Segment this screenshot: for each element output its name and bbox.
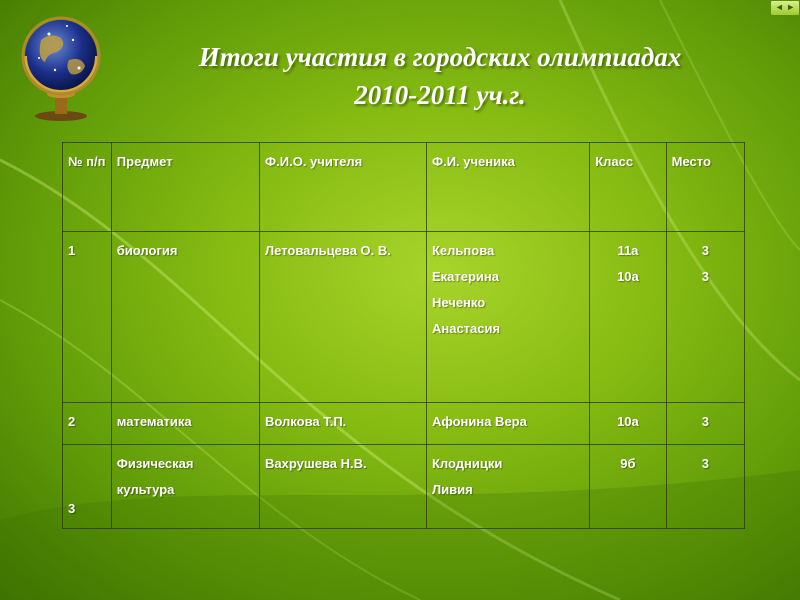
student-line: Екатерина: [431, 269, 500, 284]
place-line: 3: [701, 243, 709, 258]
student-line: Кельпова: [431, 243, 495, 258]
cell-place: 3: [666, 403, 744, 445]
header-student: Ф.И. ученика: [426, 143, 589, 232]
cell-class: 10а: [590, 403, 666, 445]
cell-subject: математика: [111, 403, 259, 445]
table-row: [63, 403, 745, 445]
globe-icon: [15, 10, 107, 122]
cell-student: [426, 232, 589, 403]
header-place: Место: [666, 143, 744, 232]
student-line: Ливия: [431, 482, 473, 497]
slide-nav-button[interactable]: ◄ ►: [770, 0, 800, 16]
table-header-row: [63, 143, 745, 232]
student-line: Неченко: [431, 295, 486, 310]
cell-class: [590, 232, 666, 403]
title-line-1: Итоги участия в городских олимпиадах: [198, 42, 682, 72]
table-row: [63, 445, 745, 529]
header-subject: Предмет: [111, 143, 259, 232]
title-line-2: 2010-2011 уч.г.: [354, 80, 526, 110]
cell-num: 2: [63, 403, 112, 445]
cell-place: 3: [666, 445, 744, 529]
cell-subject: биология: [111, 232, 259, 403]
header-class: Класс: [590, 143, 666, 232]
cell-student: Афонина Вера: [426, 403, 589, 445]
place-line: 3: [701, 269, 709, 284]
cell-student: [426, 445, 589, 529]
cell-num: 1: [63, 232, 112, 403]
class-line: 11а: [617, 243, 639, 258]
cell-place: [666, 232, 744, 403]
results-table: [62, 142, 745, 529]
table-row: [63, 232, 745, 403]
cell-num: 3: [63, 445, 112, 529]
student-line: Анастасия: [431, 321, 501, 336]
cell-subject: Физическая культура: [111, 445, 259, 529]
page-title: [110, 38, 770, 114]
cell-teacher: Летовальцева О. В.: [260, 232, 427, 403]
student-line: Клодницки: [431, 456, 503, 471]
cell-teacher: Вахрушева Н.В.: [260, 445, 427, 529]
header-num: № п/п: [63, 143, 112, 232]
cell-teacher: Волкова Т.П.: [260, 403, 427, 445]
cell-class: 9б: [590, 445, 666, 529]
class-line: 10а: [617, 269, 639, 284]
header-teacher: Ф.И.О. учителя: [260, 143, 427, 232]
